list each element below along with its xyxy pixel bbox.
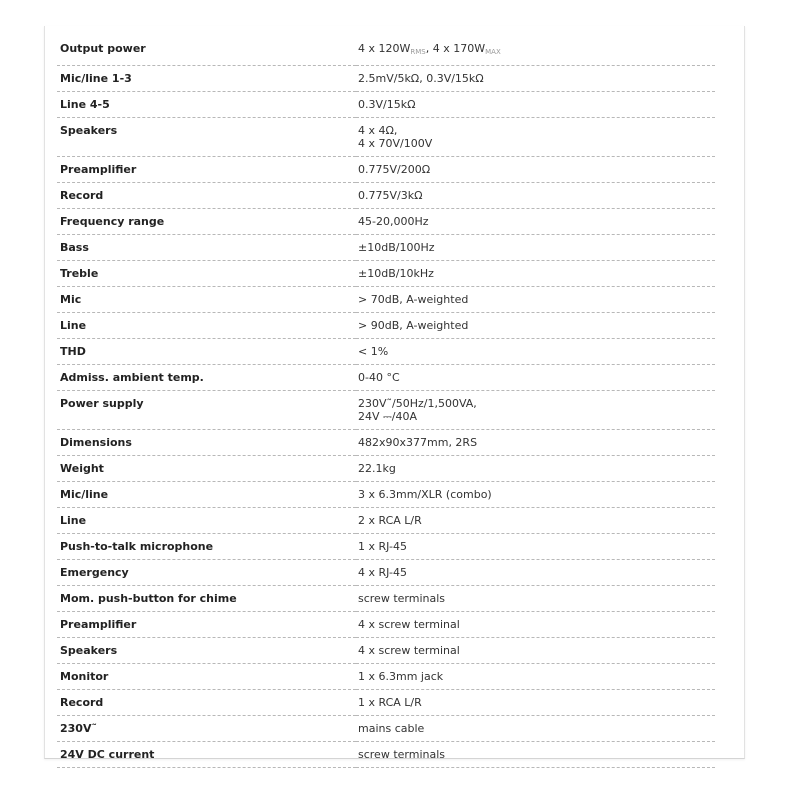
spec-value bbox=[356, 508, 715, 534]
spec-row bbox=[57, 157, 715, 183]
spec-row bbox=[57, 235, 715, 261]
spec-value-line: 45-20,000Hz bbox=[358, 215, 429, 228]
spec-row bbox=[57, 586, 715, 612]
spec-row bbox=[57, 118, 715, 157]
spec-value-line: > 70dB, A-weighted bbox=[358, 293, 469, 306]
spec-value bbox=[356, 261, 715, 287]
spec-value bbox=[356, 313, 715, 339]
spec-row bbox=[57, 534, 715, 560]
spec-label: Preamplifier bbox=[57, 157, 356, 183]
spec-row bbox=[57, 313, 715, 339]
spec-value-line: 4 x 70V/100V bbox=[358, 137, 433, 150]
spec-label: Line 4-5 bbox=[57, 92, 356, 118]
spec-value bbox=[356, 456, 715, 482]
spec-label: 24V DC current bbox=[57, 742, 356, 768]
spec-row bbox=[57, 560, 715, 586]
spec-row bbox=[57, 365, 715, 391]
spec-value-line: screw terminals bbox=[358, 748, 446, 761]
spec-label: Power supply bbox=[57, 391, 356, 430]
spec-row bbox=[57, 664, 715, 690]
spec-value bbox=[356, 482, 715, 508]
spec-value bbox=[356, 157, 715, 183]
spec-value-line: 482x90x377mm, 2RS bbox=[358, 436, 478, 449]
spec-row bbox=[57, 638, 715, 664]
spec-label: Speakers bbox=[57, 638, 356, 664]
spec-value-line: 0.775V/3kΩ bbox=[358, 189, 423, 202]
spec-label: Frequency range bbox=[57, 209, 356, 235]
spec-label: Mic/line 1-3 bbox=[57, 66, 356, 92]
spec-row bbox=[57, 339, 715, 365]
spec-table bbox=[57, 36, 715, 768]
spec-row bbox=[57, 183, 715, 209]
spec-label: Bass bbox=[57, 235, 356, 261]
spec-row bbox=[57, 391, 715, 430]
spec-value-line: 1 x RCA L/R bbox=[358, 696, 422, 709]
spec-label: Weight bbox=[57, 456, 356, 482]
spec-value-line: 4 x screw terminal bbox=[358, 618, 460, 631]
spec-value-line: 3 x 6.3mm/XLR (combo) bbox=[358, 488, 492, 501]
spec-value-line: 1 x 6.3mm jack bbox=[358, 670, 444, 683]
spec-value-line: 4 x 4Ω, bbox=[358, 124, 398, 137]
spec-label: THD bbox=[57, 339, 356, 365]
spec-value-line: 24V ⎓/40A bbox=[358, 410, 418, 423]
spec-label: Mom. push-button for chime bbox=[57, 586, 356, 612]
spec-value-subscript: RMS bbox=[410, 48, 426, 56]
spec-value-line: 0-40 °C bbox=[358, 371, 400, 384]
spec-value bbox=[356, 638, 715, 664]
spec-label: Monitor bbox=[57, 664, 356, 690]
spec-value-subscript: MAX bbox=[485, 48, 501, 56]
spec-value-line: < 1% bbox=[358, 345, 389, 358]
spec-value-line: 2.5mV/5kΩ, 0.3V/15kΩ bbox=[358, 72, 484, 85]
spec-value-line: screw terminals bbox=[358, 592, 446, 605]
spec-value bbox=[356, 92, 715, 118]
spec-row bbox=[57, 508, 715, 534]
spec-value bbox=[356, 742, 715, 768]
spec-value-part: , 4 x 170W bbox=[425, 42, 486, 55]
spec-row bbox=[57, 716, 715, 742]
spec-value-line: 230V˜/50Hz/1,500VA, bbox=[358, 397, 477, 410]
spec-label: Emergency bbox=[57, 560, 356, 586]
spec-row bbox=[57, 66, 715, 92]
spec-label: Admiss. ambient temp. bbox=[57, 365, 356, 391]
spec-label: Record bbox=[57, 690, 356, 716]
spec-value bbox=[356, 365, 715, 391]
spec-label: Mic bbox=[57, 287, 356, 313]
spec-value-line: > 90dB, A-weighted bbox=[358, 319, 469, 332]
spec-row bbox=[57, 482, 715, 508]
spec-label: Treble bbox=[57, 261, 356, 287]
spec-label: Record bbox=[57, 183, 356, 209]
spec-value bbox=[356, 183, 715, 209]
spec-row bbox=[57, 612, 715, 638]
spec-label: Mic/line bbox=[57, 482, 356, 508]
spec-value bbox=[356, 690, 715, 716]
spec-value-line: 0.775V/200Ω bbox=[358, 163, 431, 176]
spec-row bbox=[57, 36, 715, 66]
spec-label: Push-to-talk microphone bbox=[57, 534, 356, 560]
spec-value bbox=[356, 560, 715, 586]
spec-label: Speakers bbox=[57, 118, 356, 157]
spec-value bbox=[356, 235, 715, 261]
spec-value bbox=[356, 339, 715, 365]
spec-value-line: mains cable bbox=[358, 722, 425, 735]
spec-value bbox=[356, 534, 715, 560]
spec-value bbox=[356, 586, 715, 612]
spec-value bbox=[356, 612, 715, 638]
spec-value bbox=[356, 118, 715, 157]
spec-value bbox=[356, 209, 715, 235]
spec-row bbox=[57, 209, 715, 235]
spec-value-line: ±10dB/10kHz bbox=[358, 267, 434, 280]
spec-value-part: 4 x 120W bbox=[358, 42, 411, 55]
spec-row bbox=[57, 430, 715, 456]
spec-row bbox=[57, 690, 715, 716]
spec-value bbox=[356, 36, 715, 66]
spec-row bbox=[57, 287, 715, 313]
spec-value bbox=[356, 66, 715, 92]
spec-value-line: 4 x RJ-45 bbox=[358, 566, 407, 579]
spec-value-line: ±10dB/100Hz bbox=[358, 241, 435, 254]
spec-label: 230V˜ bbox=[57, 716, 356, 742]
spec-value bbox=[356, 430, 715, 456]
spec-value bbox=[356, 391, 715, 430]
spec-label: Line bbox=[57, 508, 356, 534]
spec-label: Preamplifier bbox=[57, 612, 356, 638]
spec-value-line: 1 x RJ-45 bbox=[358, 540, 407, 553]
spec-row bbox=[57, 261, 715, 287]
spec-value bbox=[356, 716, 715, 742]
spec-label: Output power bbox=[57, 36, 356, 66]
spec-value bbox=[356, 664, 715, 690]
spec-row bbox=[57, 92, 715, 118]
spec-value-line: 2 x RCA L/R bbox=[358, 514, 422, 527]
spec-value-line: 4 x screw terminal bbox=[358, 644, 460, 657]
spec-value bbox=[356, 287, 715, 313]
spec-label: Dimensions bbox=[57, 430, 356, 456]
spec-row bbox=[57, 456, 715, 482]
spec-row bbox=[57, 742, 715, 768]
spec-value-line: 0.3V/15kΩ bbox=[358, 98, 416, 111]
spec-label: Line bbox=[57, 313, 356, 339]
spec-value-line: 22.1kg bbox=[358, 462, 396, 475]
